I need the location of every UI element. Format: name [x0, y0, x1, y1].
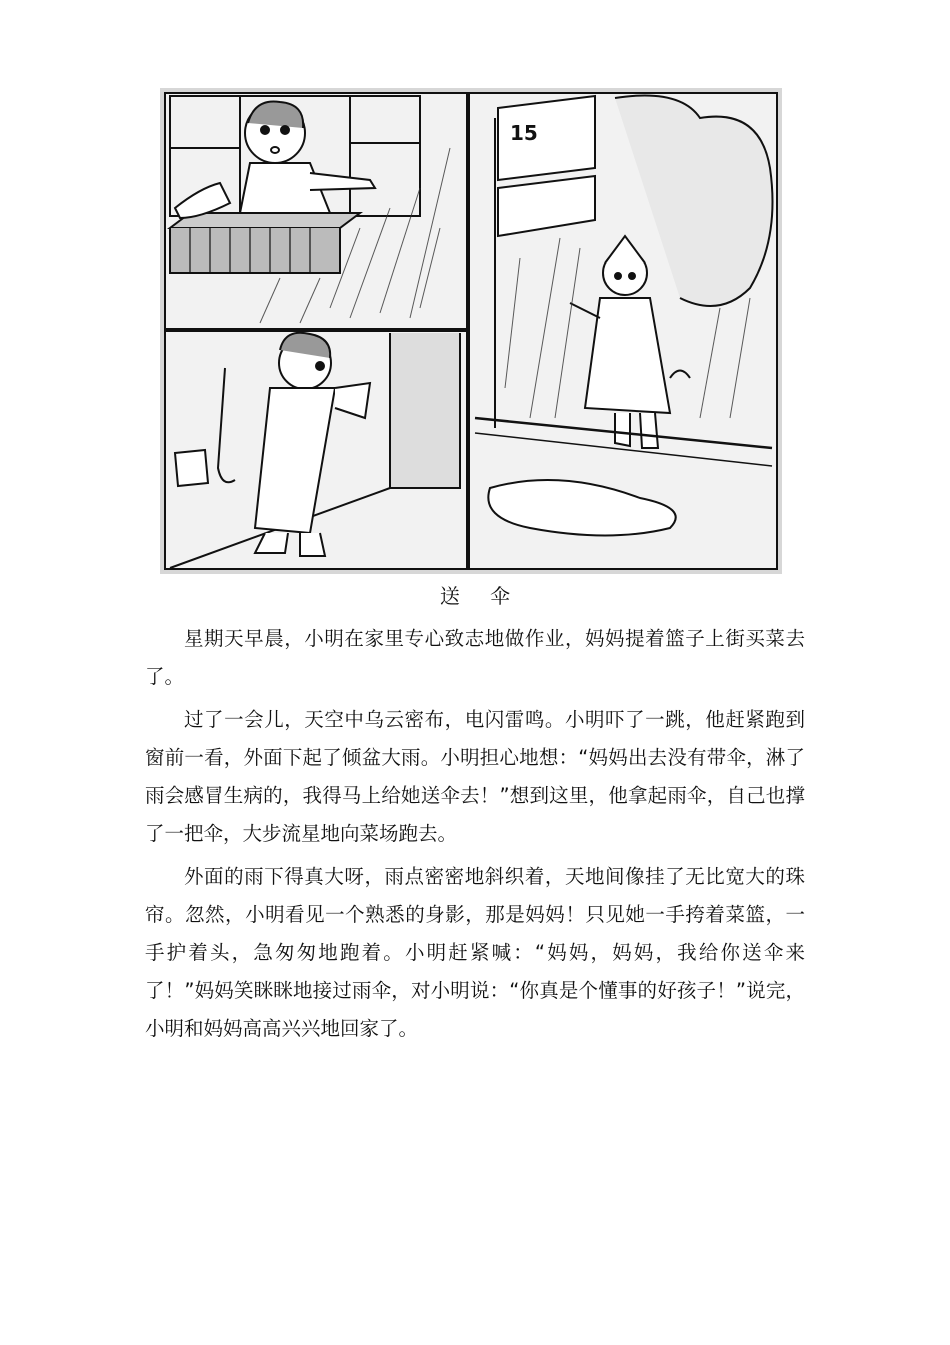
story-body: [145, 620, 805, 1053]
paragraph-2: 过了一会儿，天空中乌云密布，电闪雷鸣。小明吓了一跳，他赶紧跑到窗前一看，外面下起了倾盆大雨。小明担心地想：“妈妈出去没有带伞，淋了雨会感冒生病的，我得马上给她送伞去！”想到这里，他拿起雨伞，自己也撑了一把伞，大步流星地向菜场跑去。: [145, 708, 805, 845]
paragraph-1: 星期天早晨，小明在家里专心致志地做作业，妈妈提着篮子上街买菜去了。: [145, 627, 805, 688]
paragraph-3: 外面的雨下得真大呀，雨点密密地斜织着，天地间像挂了无比宽大的珠帘。忽然，小明看见一个熟悉的身影，那是妈妈！只见她一手挎着菜篮，一手护着头，急匆匆地跑着。小明赶紧喊：“妈妈，妈妈，我给你送伞来了！”妈妈笑眯眯地接过雨伞，对小明说：“你真是个懂事的好孩子！”说完，小明和妈妈高高兴兴地回家了。: [145, 865, 805, 1040]
comic-illustration: [160, 88, 782, 574]
sign-number: 15: [510, 121, 538, 145]
story-title: 送 伞: [439, 584, 523, 608]
